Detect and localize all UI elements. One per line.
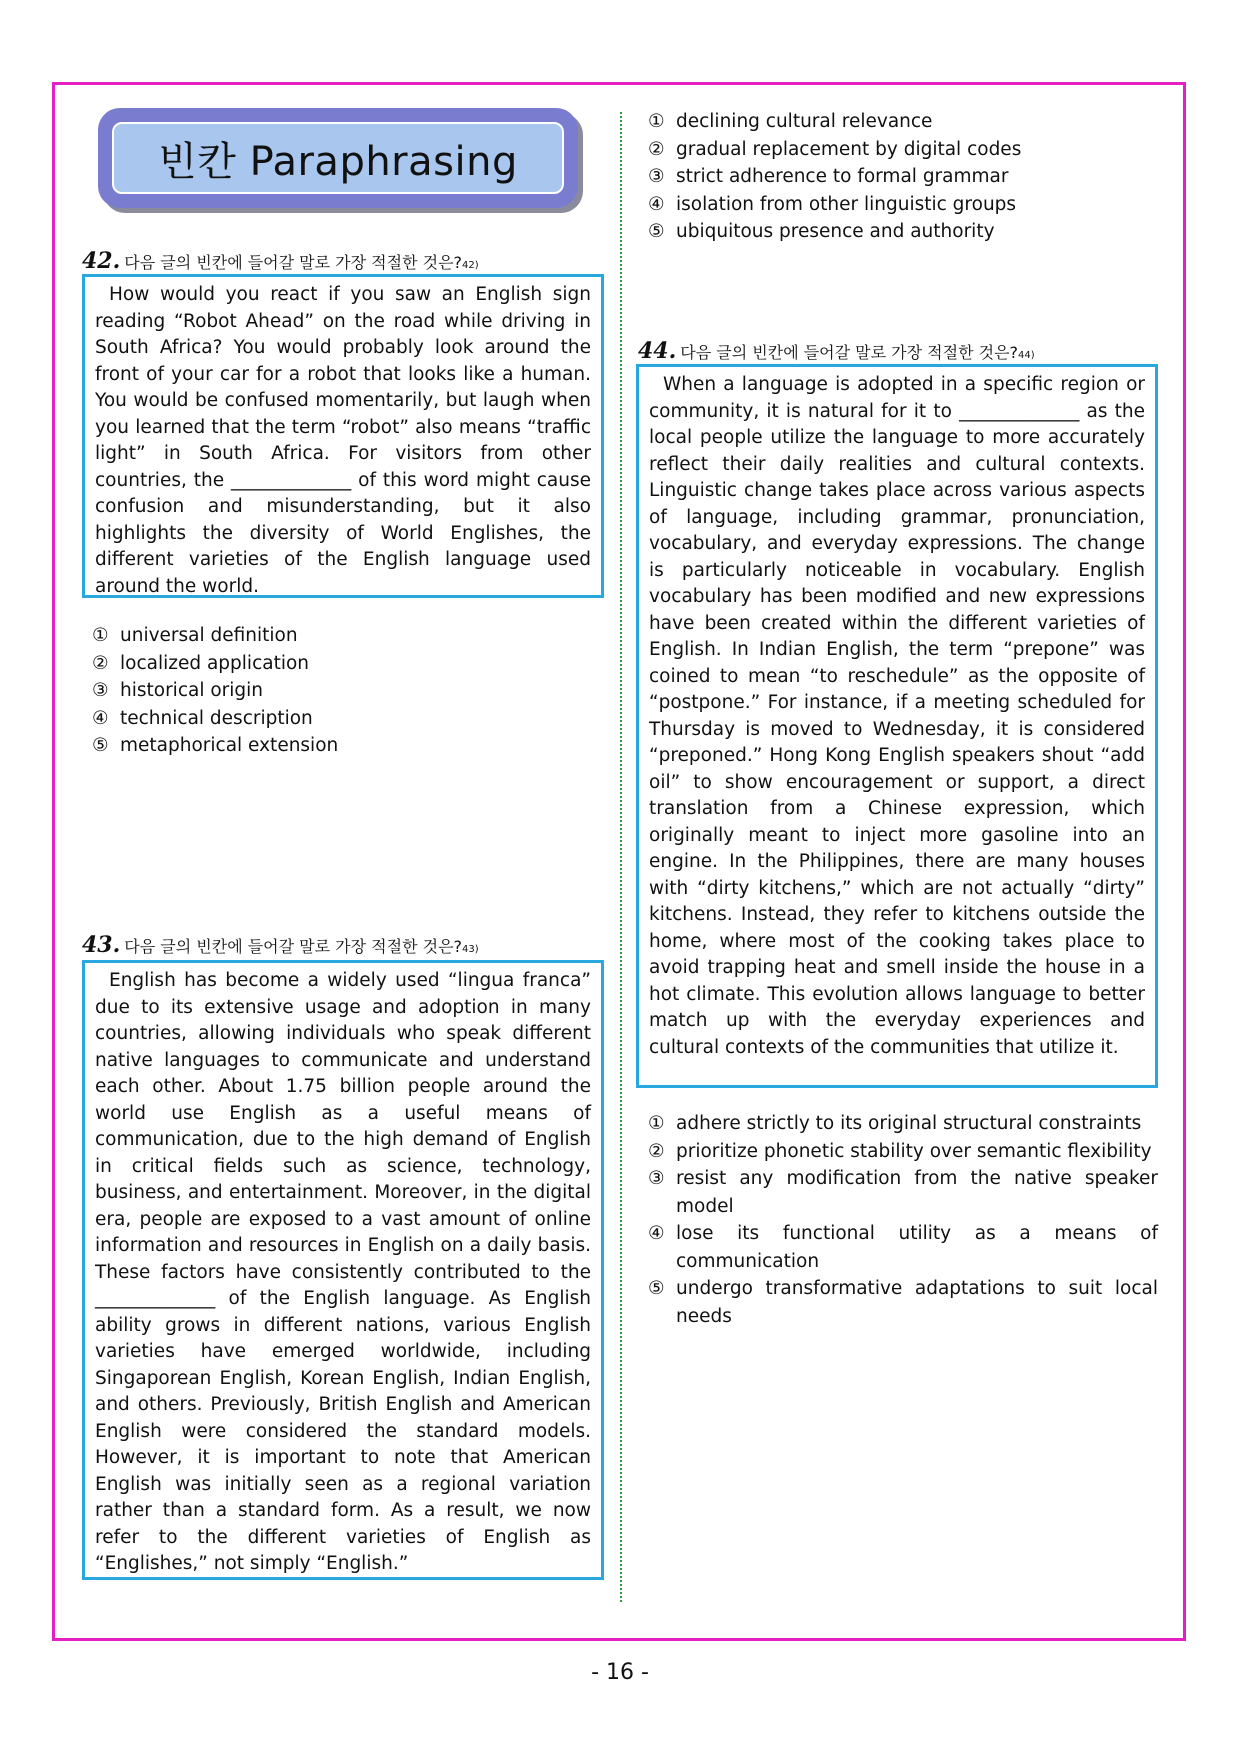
- question-prompt: 다음 글의 빈칸에 들어갈 말로 가장 적절한 것은?: [124, 937, 463, 956]
- choice-5[interactable]: [648, 1275, 1158, 1330]
- choice-marker: ④: [648, 193, 665, 215]
- choice-5[interactable]: [648, 218, 1148, 246]
- choice-marker: ①: [648, 111, 665, 132]
- choice-marker: ②: [92, 652, 109, 674]
- page-number: - 16 -: [591, 1660, 649, 1685]
- choice-marker: ⑤: [648, 221, 665, 242]
- question-43-header: [82, 932, 479, 958]
- choice-2[interactable]: [92, 650, 592, 678]
- question-prompt: 다음 글의 빈칸에 들어갈 말로 가장 적절한 것은?: [680, 343, 1019, 362]
- question-43-passage: [82, 960, 604, 1580]
- section-title: 빈칸 Paraphrasing: [158, 138, 518, 185]
- choice-1[interactable]: [648, 108, 1148, 136]
- choice-marker: ③: [92, 680, 109, 701]
- footnote-ref: 43): [462, 944, 479, 955]
- choice-2[interactable]: [648, 136, 1148, 164]
- choice-3[interactable]: [648, 1165, 1158, 1220]
- choice-marker: ②: [648, 1140, 665, 1162]
- choice-4[interactable]: [648, 1220, 1158, 1275]
- section-title-badge: [98, 108, 578, 208]
- choice-1[interactable]: [92, 622, 592, 650]
- question-43-choices: [648, 108, 1148, 246]
- choice-marker: ④: [648, 1223, 665, 1244]
- choice-text: prioritize phonetic stability over semantic flexibility: [676, 1140, 1152, 1162]
- choice-text: technical description: [120, 707, 313, 729]
- choice-marker: ①: [92, 625, 109, 646]
- choice-text: adhere strictly to its original structural constraints: [676, 1113, 1142, 1134]
- passage-text: English has become a widely used “lingua franca” due to its extensive usage and adoption in many countries, allowing individuals who speak different native languages to communicate and understand each other. About 1.75 billion people around the world use English as a useful means of communication, due to the high demand of English in critical fields such as science, technology, business, and entertainment. Moreover, in the digital era, people are exposed to a vast amount of online information and resources in English on a daily basis. These factors have consistently contributed to the _____________ of the English language. As English ability grows in different nations, various English varieties have emerged worldwide, including Singaporean English, Korean English, Indian English, and others. Previously, British English and American English were considered the standard models. However, it is important to note that American English was initially seen as a regional variation rather than a standard form. As a result, we now refer to the different varieties of English as “Englishes,” not simply “English.”: [95, 970, 591, 1574]
- choice-3[interactable]: [648, 163, 1148, 191]
- question-44-choices: [648, 1110, 1158, 1330]
- footnote-ref: 42): [462, 260, 479, 271]
- choice-marker: ③: [648, 1168, 665, 1189]
- choice-5[interactable]: [92, 732, 592, 760]
- choice-marker: ③: [648, 166, 665, 187]
- choice-text: strict adherence to formal grammar: [676, 166, 1009, 187]
- footnote-ref: 44): [1018, 350, 1035, 361]
- choice-1[interactable]: [648, 1110, 1158, 1138]
- choice-text: resist any modification from the native speaker model: [676, 1168, 1158, 1217]
- section-title-inner: [112, 122, 564, 194]
- question-44-passage: [636, 364, 1158, 1088]
- choice-3[interactable]: [92, 677, 592, 705]
- passage-text: How would you react if you saw an English sign reading “Robot Ahead” on the road while driving in South Africa? You would probably look around the front of your car for a robot that looks like a human. You would be confused momentarily, but laugh when you learned that the term “robot” also means “traffic light” in South Africa. For visitors from other countries, the _____________ of this word might cause confusion and misunderstanding, but it also highlights the diversity of World Englishes, the different varieties of the English language used around the world.: [95, 284, 591, 597]
- passage-text: When a language is adopted in a specific region or community, it is natural for it to _____________ as the local people utilize the language to more accurately reflect their daily realities and cultural contexts. Linguistic change takes place across various aspects of language, including grammar, pronunciation, vocabulary, and everyday expressions. The change is particularly noticeable in vocabulary. English vocabulary has been modified and new expressions have been created within the different varieties of English. In Indian English, the term “prepone” was coined to mean “to reschedule” as the opposite of “postpone.” For instance, if a meeting scheduled for Thursday is moved to Wednesday, it is considered “preponed.” Hong Kong English speakers shout “add oil” to show encouragement or support, a direct translation from a Chinese expression, which originally meant to inject more gasoline into an engine. In the Philippines, there are many houses with “dirty kitchens,” which are not actually “dirty” kitchens. Instead, they refer to kitchens outside the home, where most of the cooking takes place to avoid trapping heat and smell inside the house in a hot climate. This evolution allows language to better match up with the everyday experiences and cultural contexts of the communities that utilize it.: [649, 374, 1145, 1058]
- choice-text: metaphorical extension: [120, 735, 339, 756]
- choice-text: historical origin: [120, 680, 264, 701]
- choice-text: undergo transformative adaptations to suit local needs: [676, 1278, 1158, 1327]
- choice-marker: ②: [648, 138, 665, 160]
- question-prompt: 다음 글의 빈칸에 들어갈 말로 가장 적절한 것은?: [124, 253, 463, 272]
- choice-marker: ⑤: [648, 1278, 665, 1299]
- choice-4[interactable]: [648, 191, 1148, 219]
- choice-text: localized application: [120, 652, 310, 674]
- question-number: 42.: [82, 248, 121, 274]
- question-44-header: [638, 338, 1035, 364]
- question-42-passage: [82, 274, 604, 598]
- question-42-choices: [92, 622, 592, 760]
- choice-text: ubiquitous presence and authority: [676, 221, 995, 242]
- choice-marker: ④: [92, 707, 109, 729]
- choice-2[interactable]: [648, 1138, 1158, 1166]
- question-42-header: [82, 248, 479, 274]
- choice-marker: ⑤: [92, 735, 109, 756]
- choice-text: universal definition: [120, 625, 298, 646]
- question-number: 43.: [82, 932, 121, 958]
- choice-marker: ①: [648, 1113, 665, 1134]
- question-number: 44.: [638, 338, 677, 364]
- choice-text: declining cultural relevance: [676, 111, 933, 132]
- choice-text: lose its functional utility as a means of communication: [676, 1223, 1158, 1272]
- choice-text: gradual replacement by digital codes: [676, 138, 1022, 160]
- column-divider: [620, 112, 622, 1602]
- choice-4[interactable]: [92, 705, 592, 733]
- choice-text: isolation from other linguistic groups: [676, 193, 1017, 215]
